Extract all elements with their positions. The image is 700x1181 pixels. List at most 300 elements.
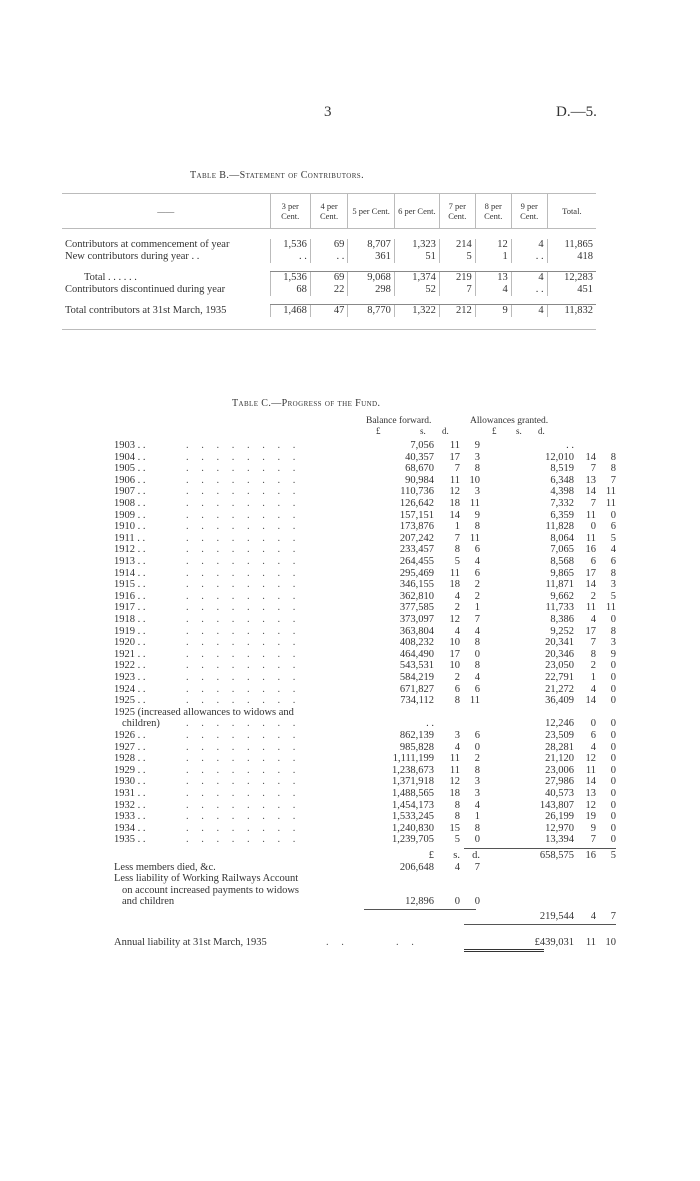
leader-dots: . . . . . . . . [186, 532, 301, 544]
balance-pence: 10 [469, 474, 480, 486]
balance-shillings: 2 [454, 602, 460, 614]
table-row [114, 510, 674, 522]
allowance-pounds: £439,031 [534, 936, 574, 948]
allowance-pence: 0 [610, 718, 616, 730]
table-row [114, 475, 674, 487]
balance-shillings: 11 [449, 567, 460, 579]
sum-rule [464, 848, 616, 849]
table-row [114, 579, 674, 591]
table-row [114, 440, 674, 452]
cell: 68 [270, 284, 310, 296]
balance-pounds: 7,056 [410, 440, 434, 451]
balance-pence: 2 [474, 579, 480, 591]
allowance-pence: 11 [605, 602, 616, 614]
cell: 451 [547, 284, 596, 296]
balance-pence: 3 [474, 788, 480, 799]
table-b-header: 4 per Cent. [310, 194, 348, 229]
cell: 12 [475, 239, 511, 251]
page-number: 3 [324, 104, 332, 120]
year-label: 1922 . . [114, 660, 146, 672]
balance-pounds: £ [428, 850, 434, 861]
allowance-shillings: 11 [585, 936, 596, 948]
table-row [114, 742, 674, 754]
balance-pounds: 464,490 [399, 648, 434, 660]
year-label: 1919 . . [114, 625, 146, 637]
allowance-pounds: 40,573 [545, 788, 574, 799]
leader-dots: . . . . . . . . [186, 544, 301, 556]
balance-pounds: 671,827 [399, 683, 434, 695]
allowance-pounds: 27,986 [545, 776, 574, 788]
allowance-pence: 0 [610, 683, 616, 695]
table-row [114, 850, 674, 862]
balance-pence: 8 [474, 521, 480, 533]
allowance-shillings: 11 [585, 532, 596, 544]
balance-pence: 6 [474, 567, 480, 579]
year-label: 1926 . . [114, 730, 146, 741]
allowance-pounds: 12,246 [545, 718, 574, 730]
unit-shilling: s. [516, 426, 522, 436]
leader-dots: . . . . . . . . [186, 486, 301, 498]
leader-dots: . . . . . . . . [186, 788, 301, 799]
balance-pounds: . . [426, 718, 434, 730]
year-label: children) [122, 718, 160, 730]
leader-dots: . . . . . . . . [186, 776, 301, 788]
allowance-pence: 11 [605, 486, 616, 498]
allowance-shillings: 11 [585, 509, 596, 521]
table-row [114, 788, 674, 800]
cell: 1,536 [270, 272, 310, 285]
leader-dots: . . . . . . . . [186, 811, 301, 823]
allowance-pounds: 8,568 [550, 556, 574, 567]
allowance-shillings: 4 [590, 911, 596, 922]
cell: 1 [475, 251, 511, 263]
cell: 47 [310, 305, 348, 318]
balance-pounds: 126,642 [399, 498, 434, 509]
balance-shillings: 7 [454, 463, 460, 475]
cell: . . [270, 251, 310, 263]
year-label: 1908 . . [114, 498, 146, 509]
allowance-pounds: 8,064 [550, 532, 574, 544]
allowance-pounds: 9,252 [550, 625, 574, 637]
year-label: 1906 . . [114, 474, 146, 486]
balance-shillings: 8 [454, 799, 460, 811]
table-row [114, 452, 674, 464]
balance-shillings: 4 [454, 590, 460, 602]
allowance-shillings: 9 [590, 822, 596, 834]
balance-pounds: 157,151 [399, 509, 434, 521]
table-b-header: 3 per Cent. [270, 194, 310, 229]
year-label: 1925 . . [114, 695, 146, 707]
allowance-pounds: 22,791 [545, 672, 574, 683]
less-rule [364, 909, 476, 910]
cell: 4 [475, 284, 511, 296]
year-label: 1921 . . [114, 648, 146, 660]
year-label: 1915 . . [114, 579, 146, 591]
table-b-header: 6 per Cent. [394, 194, 439, 229]
balance-shillings: 4 [454, 861, 460, 873]
balance-pounds: 346,155 [399, 579, 434, 591]
allowance-shillings: 16 [585, 544, 596, 556]
balance-pounds: 985,828 [399, 741, 434, 753]
leader-dots: . . [326, 936, 349, 948]
leader-dots: . . . . . . . . [186, 509, 301, 521]
allowance-pounds: 23,050 [545, 660, 574, 672]
balance-pounds: 362,810 [399, 590, 434, 602]
balance-pounds: 40,357 [405, 451, 434, 463]
unit-pence: d. [538, 426, 545, 436]
allowance-pounds: 11,733 [545, 602, 574, 614]
allowance-pounds: 7,065 [550, 544, 574, 556]
year-label: 1929 . . [114, 764, 146, 776]
balance-shillings: s. [453, 850, 460, 861]
cell: 69 [310, 272, 348, 285]
balance-pence: 8 [474, 463, 480, 475]
allowance-pence: 10 [605, 936, 616, 948]
table-b-header: 7 per Cent. [439, 194, 475, 229]
year-label: 1905 . . [114, 463, 146, 475]
cell: 22 [310, 284, 348, 296]
allowance-pence: 5 [610, 850, 616, 861]
balance-pence: 1 [474, 602, 480, 614]
year-label: 1934 . . [114, 822, 146, 834]
leader-dots: . . . . . . . . [186, 474, 301, 486]
table-row [114, 602, 674, 614]
cell: 69 [310, 239, 348, 251]
table-row [114, 637, 674, 649]
balance-shillings: 12 [449, 614, 460, 625]
year-label: 1904 . . [114, 451, 146, 463]
allowance-pounds: 8,519 [550, 463, 574, 475]
balance-pounds: 734,112 [400, 695, 434, 707]
allowance-shillings: 17 [585, 625, 596, 637]
allowance-pounds: 4,398 [550, 486, 574, 498]
allowance-shillings: 12 [585, 799, 596, 811]
allowance-shillings: 6 [590, 556, 596, 567]
table-row [114, 672, 674, 684]
allowance-pounds: 23,006 [545, 764, 574, 776]
balance-pounds: 377,585 [399, 602, 434, 614]
balance-shillings: 18 [449, 788, 460, 799]
cell: 1,536 [270, 239, 310, 251]
unit-pence: d. [442, 426, 449, 436]
balance-shillings: 1 [454, 521, 460, 533]
balance-pence: 4 [474, 625, 480, 637]
leader-dots: . . . . . . . . [186, 614, 301, 625]
total-rule [464, 924, 616, 925]
allowance-pounds: 11,828 [545, 521, 574, 533]
allowance-pounds: 7,332 [550, 498, 574, 509]
allowance-shillings: 7 [590, 834, 596, 846]
cell: 219 [439, 272, 475, 285]
leader-dots: . . . . . . . . [186, 590, 301, 602]
table-row [114, 765, 674, 777]
allowance-shillings: 13 [585, 788, 596, 799]
balance-pounds: 584,219 [399, 672, 434, 683]
leader-dots: . . . . . . . . [186, 637, 301, 649]
balance-pence: 8 [474, 660, 480, 672]
year-label: 1928 . . [114, 753, 146, 765]
year-label: and children [122, 896, 175, 908]
allowance-shillings: 19 [585, 811, 596, 823]
allowance-pence: 6 [610, 556, 616, 567]
allowance-shillings: 8 [590, 648, 596, 660]
leader-dots: . . . . . . . . [186, 672, 301, 683]
balance-pence: 9 [474, 509, 480, 521]
allowance-pence: 6 [610, 521, 616, 533]
allowance-pence: 0 [610, 614, 616, 625]
table-c [114, 416, 674, 1016]
leader-dots: . . . . . . . . [186, 822, 301, 834]
allowance-pounds: 20,346 [545, 648, 574, 660]
table-row [114, 776, 674, 788]
table-row [114, 695, 674, 707]
balance-shillings: 11 [449, 753, 460, 765]
year-label: 1920 . . [114, 637, 146, 649]
balance-pence: 11 [469, 532, 480, 544]
row-label: Total contributors at 31st March, 1935 [65, 305, 227, 316]
balance-pounds: 207,242 [399, 532, 434, 544]
balance-pounds: 408,232 [399, 637, 434, 649]
balance-pence: 6 [474, 730, 480, 741]
balance-shillings: 18 [449, 579, 460, 591]
balance-shillings: 5 [454, 556, 460, 567]
allowance-pounds: 21,120 [545, 753, 574, 765]
table-row [114, 568, 674, 580]
balance-pounds: 1,239,705 [392, 834, 434, 846]
cell: . . [310, 251, 348, 263]
row-label: Total . . . . . . [84, 272, 137, 283]
year-label: 1907 . . [114, 486, 146, 498]
balance-pence: 1 [474, 811, 480, 823]
cell: 12,283 [547, 272, 596, 285]
balance-pence: 2 [474, 590, 480, 602]
cell: 11,865 [547, 239, 596, 251]
allowance-shillings: 0 [590, 718, 596, 730]
table-b-dash: —— [62, 194, 270, 229]
balance-pence: 3 [474, 776, 480, 788]
cell: 1,468 [270, 305, 310, 318]
document-reference: D.—5. [556, 104, 597, 120]
allowance-pence: 0 [610, 753, 616, 765]
balance-pence: d. [472, 850, 480, 861]
balance-pence: 4 [474, 799, 480, 811]
balance-shillings: 11 [449, 474, 460, 486]
balance-pounds: 1,240,830 [392, 822, 434, 834]
balance-pence: 2 [474, 753, 480, 765]
year-label: 1903 . . [114, 440, 146, 451]
unit-pound: £ [492, 426, 497, 436]
allowance-pence: 0 [610, 834, 616, 846]
allowance-shillings: 0 [590, 521, 596, 533]
leader-dots: . . . . . . . . [186, 648, 301, 660]
year-label: 1914 . . [114, 567, 146, 579]
table-row [114, 862, 674, 874]
cell: 1,374 [394, 272, 439, 285]
balance-shillings: 8 [454, 695, 460, 707]
year-label: 1924 . . [114, 683, 146, 695]
table-row [114, 823, 674, 835]
balance-pounds: 1,371,918 [392, 776, 434, 788]
balance-pounds: 1,454,173 [392, 799, 434, 811]
allowance-shillings: 14 [585, 776, 596, 788]
allowance-pounds: 143,807 [539, 799, 574, 811]
allowance-pounds: 658,575 [539, 850, 574, 861]
table-row [114, 649, 674, 661]
table-row [114, 614, 674, 626]
year-label: 1925 (increased allowances to widows and [114, 706, 294, 718]
leader-dots: . . . . . . . . [186, 556, 301, 567]
cell: 9 [475, 305, 511, 318]
balance-shillings: 4 [454, 741, 460, 753]
leader-dots: . . . . . . . . [186, 718, 301, 730]
balance-pounds: 363,804 [399, 625, 434, 637]
table-row [114, 937, 674, 949]
leader-dots: . . . . . . . . [186, 625, 301, 637]
allowance-pounds: 6,359 [550, 509, 574, 521]
table-b [62, 193, 596, 330]
allowance-pence: 0 [610, 764, 616, 776]
allowance-pence: 9 [610, 648, 616, 660]
allowance-shillings: 4 [590, 614, 596, 625]
balance-pence: 8 [474, 764, 480, 776]
balance-pence: 3 [474, 451, 480, 463]
table-row [114, 911, 674, 923]
balance-shillings: 7 [454, 532, 460, 544]
year-label: 1931 . . [114, 788, 146, 799]
table-row [114, 885, 674, 897]
cell: 8,707 [348, 239, 395, 251]
allowance-pounds: 11,871 [545, 579, 574, 591]
leader-dots: . . . . . . . . [186, 764, 301, 776]
table-row [114, 486, 674, 498]
balance-pence: 11 [469, 695, 480, 707]
balance-shillings: 17 [449, 451, 460, 463]
year-label: 1918 . . [114, 614, 146, 625]
table-b-header: Total. [547, 194, 596, 229]
balance-shillings: 12 [449, 486, 460, 498]
year-label: 1930 . . [114, 776, 146, 788]
row-label: Contributors discontinued during year [65, 284, 226, 295]
cell: 214 [439, 239, 475, 251]
allowance-pence: 8 [610, 567, 616, 579]
balance-shillings: 6 [454, 683, 460, 695]
allowance-shillings: 14 [585, 486, 596, 498]
allowance-shillings: 14 [585, 579, 596, 591]
cell: 1,322 [394, 305, 439, 318]
allowance-pence: 4 [610, 544, 616, 556]
allowance-pence: 3 [610, 579, 616, 591]
table-row [114, 811, 674, 823]
allowance-pounds: 219,544 [539, 911, 574, 922]
balance-pence: 0 [474, 648, 480, 660]
allowance-shillings: 16 [585, 850, 596, 861]
allowance-shillings: 12 [585, 753, 596, 765]
table-row [114, 544, 674, 556]
cell: 7 [439, 284, 475, 296]
balance-pence: 6 [474, 544, 480, 556]
allowance-pence: 7 [610, 474, 616, 486]
table-row [114, 498, 674, 510]
allowance-pence: 3 [610, 637, 616, 649]
allowance-shillings: 4 [590, 741, 596, 753]
balance-shillings: 11 [449, 440, 460, 451]
cell: 4 [511, 305, 547, 318]
balance-shillings: 11 [449, 764, 460, 776]
row-label: Contributors at commencement of year [65, 239, 230, 250]
table-row [114, 660, 674, 672]
balance-pounds: 110,736 [400, 486, 434, 498]
table-row [114, 834, 674, 846]
balance-pounds: 1,533,245 [392, 811, 434, 823]
cell: 8,770 [348, 305, 395, 318]
balance-header: Balance forward. [366, 416, 432, 426]
allowance-shillings: 6 [590, 730, 596, 741]
allowance-pounds: 21,272 [545, 683, 574, 695]
allowance-shillings: 11 [585, 602, 596, 614]
table-row [114, 684, 674, 696]
cell: . . [511, 251, 547, 263]
allowances-header: Allowances granted. [470, 416, 549, 426]
leader-dots: . . . . . . . . [186, 683, 301, 695]
leader-dots: . . . . . . . . [186, 741, 301, 753]
balance-pounds: 295,469 [399, 567, 434, 579]
row-label: New contributors during year . . [65, 251, 200, 262]
unit-pound: £ [376, 426, 381, 436]
balance-pence: 3 [474, 486, 480, 498]
balance-shillings: 0 [454, 896, 460, 908]
allowance-pence: 0 [610, 822, 616, 834]
balance-shillings: 17 [449, 648, 460, 660]
year-label: 1910 . . [114, 521, 146, 533]
balance-shillings: 18 [449, 498, 460, 509]
allowance-pounds: 9,662 [550, 590, 574, 602]
allowance-pounds: 12,970 [545, 822, 574, 834]
year-label: 1911 . . [114, 532, 146, 544]
year-label: on account increased payments to widows [122, 884, 299, 896]
cell: 418 [547, 251, 596, 263]
balance-pence: 0 [474, 834, 480, 846]
allowance-shillings: 7 [590, 498, 596, 509]
year-label: Less members died, &c. [114, 861, 216, 873]
balance-pence: 7 [474, 861, 480, 873]
leader-dots: . . . . . . . . [186, 521, 301, 533]
allowance-pence: 0 [610, 776, 616, 788]
balance-pence: 11 [469, 498, 480, 509]
balance-shillings: 2 [454, 672, 460, 683]
balance-pounds: 1,238,673 [392, 764, 434, 776]
allowance-pence: 8 [610, 463, 616, 475]
balance-pounds: 233,457 [399, 544, 434, 556]
cell: . . [511, 284, 547, 296]
cell: 9,068 [348, 272, 395, 285]
allowance-pence: 0 [610, 509, 616, 521]
table-row [114, 533, 674, 545]
cell: 298 [348, 284, 395, 296]
table-b-header: 9 per Cent. [511, 194, 547, 229]
table-row [114, 626, 674, 638]
leader-dots: . . . . . . . . [186, 498, 301, 509]
unit-shilling: s. [420, 426, 426, 436]
cell: 361 [348, 251, 395, 263]
cell: 4 [511, 239, 547, 251]
balance-shillings: 8 [454, 811, 460, 823]
balance-pounds: 90,984 [405, 474, 434, 486]
table-c-title: Table C.—Progress of the Fund. [232, 398, 381, 409]
allowance-pounds: 36,409 [545, 695, 574, 707]
year-label: 1913 . . [114, 556, 146, 567]
year-label: 1917 . . [114, 602, 146, 614]
balance-pounds: 1,111,199 [392, 753, 434, 765]
